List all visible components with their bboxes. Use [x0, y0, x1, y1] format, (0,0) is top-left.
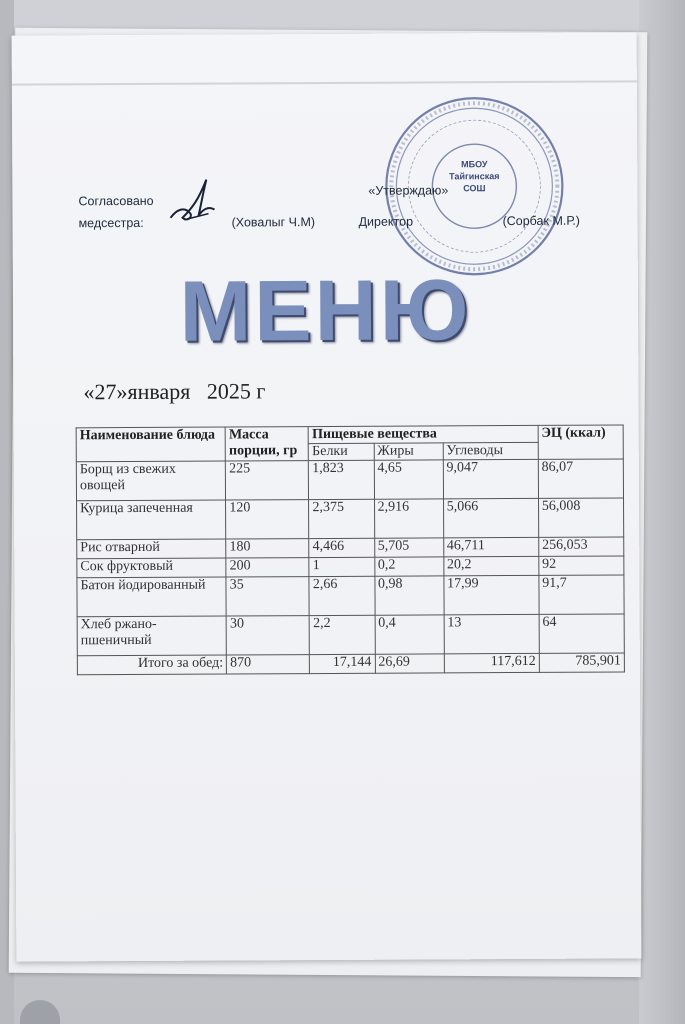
nurse-label: медсестра:: [78, 215, 144, 231]
dish-protein: 1: [309, 557, 374, 576]
dish-protein: 2,66: [309, 576, 374, 615]
nurse-name: (Ховалыг Ч.М): [231, 215, 316, 230]
dish-fat: 5,705: [374, 538, 443, 557]
dish-name: Сок фруктовый: [77, 558, 226, 578]
dish-carbs: 17,99: [444, 575, 539, 614]
total-carbs: 117,612: [444, 653, 539, 672]
dish-mass: 200: [226, 558, 309, 577]
dish-fat: 0,2: [374, 557, 443, 576]
background-object: [20, 1000, 60, 1024]
dish-carbs: 9,047: [443, 459, 538, 498]
dish-mass: 30: [226, 616, 309, 655]
table-row: [76, 459, 623, 501]
approved-label: «Утверждаю»: [368, 183, 449, 198]
table-header-row: [76, 425, 623, 445]
dish-protein: 2,2: [310, 615, 375, 654]
header-carbs: Углеводы: [443, 442, 538, 459]
total-label: Итого за обед:: [77, 655, 226, 675]
nurse-signature: [162, 170, 222, 230]
header-protein: Белки: [309, 443, 374, 460]
dish-name: Батон йодированный: [77, 577, 226, 617]
table-row: [77, 498, 624, 540]
dish-name: Борщ из свежих овощей: [76, 461, 225, 501]
header-fat: Жиры: [374, 443, 443, 460]
dish-protein: 4,466: [309, 538, 374, 557]
seal-line-2: Тайгинская: [449, 171, 500, 182]
dish-energy: 64: [539, 614, 624, 653]
dish-mass: 180: [226, 539, 309, 558]
header-nutrients: Пищевые вещества: [309, 425, 538, 443]
table-row: [77, 614, 624, 656]
menu-sheet: [12, 32, 642, 961]
paper-fold: [12, 80, 637, 85]
director-name: (Сорбак М.Р.): [502, 213, 580, 229]
dish-mass: 120: [226, 500, 309, 539]
dish-carbs: 5,066: [443, 498, 538, 537]
menu-table: [76, 424, 625, 675]
table-total-row: [77, 653, 624, 675]
agreed-label: Согласовано: [78, 193, 154, 209]
total-energy: 785,901: [539, 653, 624, 672]
dish-energy: 86,07: [538, 459, 623, 498]
dish-fat: 2,916: [374, 499, 443, 538]
dish-energy: 92: [539, 556, 624, 575]
dish-name: Курица запеченная: [77, 500, 226, 540]
dish-name: Рис отварной: [77, 539, 226, 559]
dish-mass: 225: [226, 461, 309, 500]
menu-title: МЕНЮ: [179, 262, 472, 360]
dish-protein: 2,375: [309, 499, 374, 538]
menu-date: «27»января 2025 г: [83, 378, 266, 405]
dish-fat: 0,98: [374, 576, 443, 615]
dish-carbs: 20,2: [443, 556, 538, 575]
dish-mass: 35: [226, 577, 309, 616]
dish-carbs: 46,711: [443, 537, 538, 556]
header-dish-name: Наименование блюда: [76, 427, 225, 462]
dish-fat: 0,4: [375, 615, 444, 654]
total-fat: 26,69: [375, 654, 444, 673]
seal-line-3: СОШ: [463, 183, 486, 194]
dish-name: Хлеб ржано-пшеничный: [77, 616, 226, 656]
header-energy: ЭЦ (ккал): [538, 425, 623, 459]
total-protein: 17,144: [310, 654, 375, 673]
seal-line-1: МБОУ: [461, 159, 488, 170]
director-label: Директор: [358, 214, 414, 229]
header-mass: Масса порции, гр: [225, 427, 308, 461]
dish-energy: 256,053: [539, 537, 624, 556]
dish-protein: 1,823: [309, 460, 374, 499]
dish-energy: 91,7: [539, 575, 624, 614]
dish-fat: 4,65: [374, 460, 443, 499]
table-row: [77, 575, 624, 617]
dish-energy: 56,008: [538, 498, 623, 537]
total-mass: 870: [227, 655, 310, 674]
dish-carbs: 13: [444, 614, 539, 653]
